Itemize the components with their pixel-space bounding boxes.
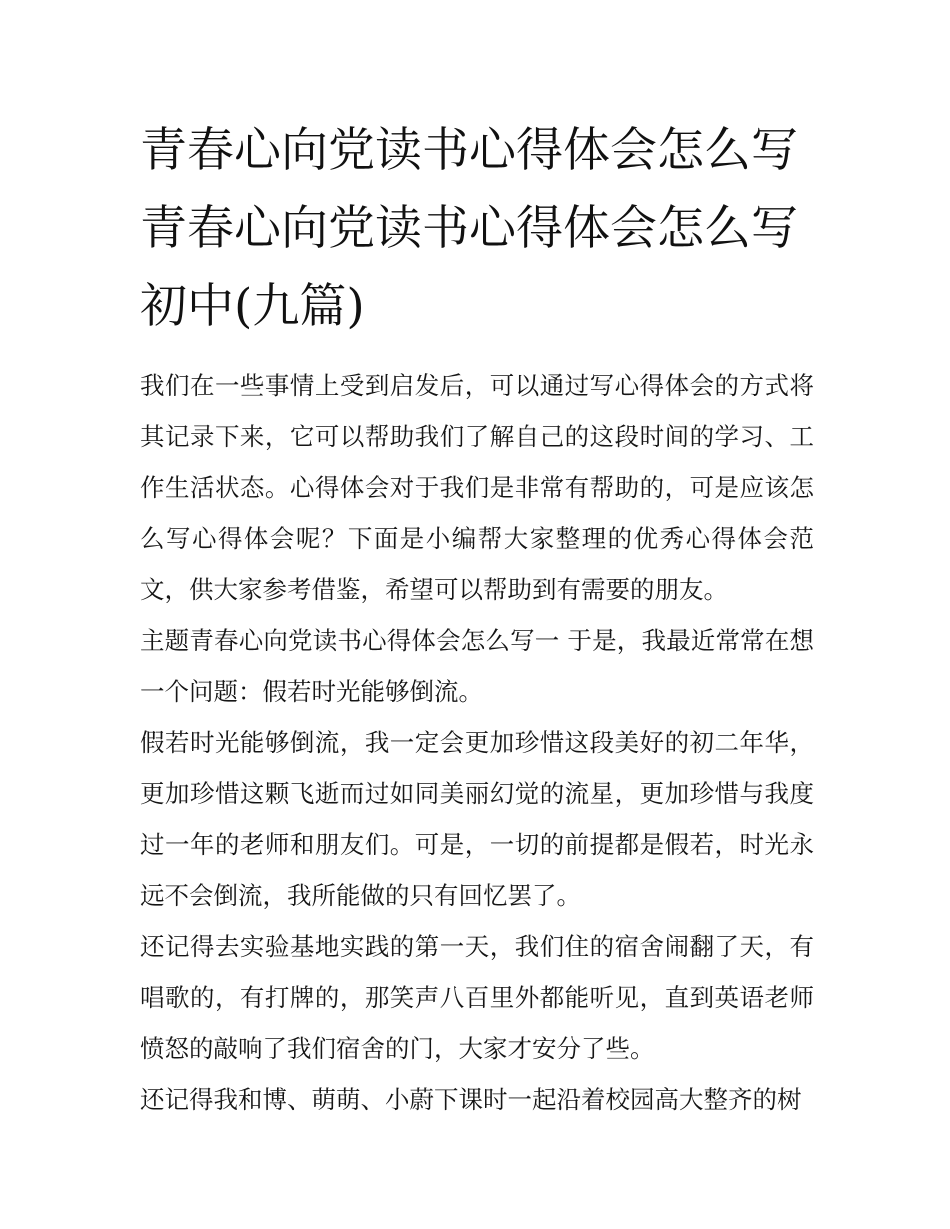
document-body	[140, 112, 814, 1125]
paragraph-if-time-reverses: 假若时光能够倒流，我一定会更加珍惜这段美好的初二年华，更加珍惜这颗飞逝而过如同美丽幻觉的流星，更加珍惜与我度过一年的老师和朋友们。可是，一切的前提都是假若，时光永远不会倒流，我所能做的只有回忆罢了。	[140, 728, 814, 910]
paragraph-campus-memory: 还记得我和博、萌萌、小蔚下课时一起沿着校园高大整齐的树	[140, 1085, 802, 1114]
paragraph-intro: 我们在一些事情上受到启发后，可以通过写心得体会的方式将其记录下来，它可以帮助我们了解自己的这段时间的学习、工作生活状态。心得体会对于我们是非常有帮助的，可是应该怎么写心得体会呢？下面是小编帮大家整理的优秀心得体会范文，供大家参考借鉴，希望可以帮助到有需要的朋友。	[140, 371, 814, 604]
paragraph-section-one-heading: 主题青春心向党读书心得体会怎么写一 于是，我最近常常在想一个问题：假若时光能够倒流。	[140, 626, 814, 706]
paragraph-dormitory-memory: 还记得去实验基地实践的第一天，我们住的宿舍闹翻了天，有唱歌的，有打牌的，那笑声八百里外都能听见，直到英语老师愤怒的敲响了我们宿舍的门，大家才安分了些。	[140, 932, 814, 1063]
document-title: 青春心向党读书心得体会怎么写 青春心向党读书心得体会怎么写初中(九篇)	[140, 123, 798, 334]
